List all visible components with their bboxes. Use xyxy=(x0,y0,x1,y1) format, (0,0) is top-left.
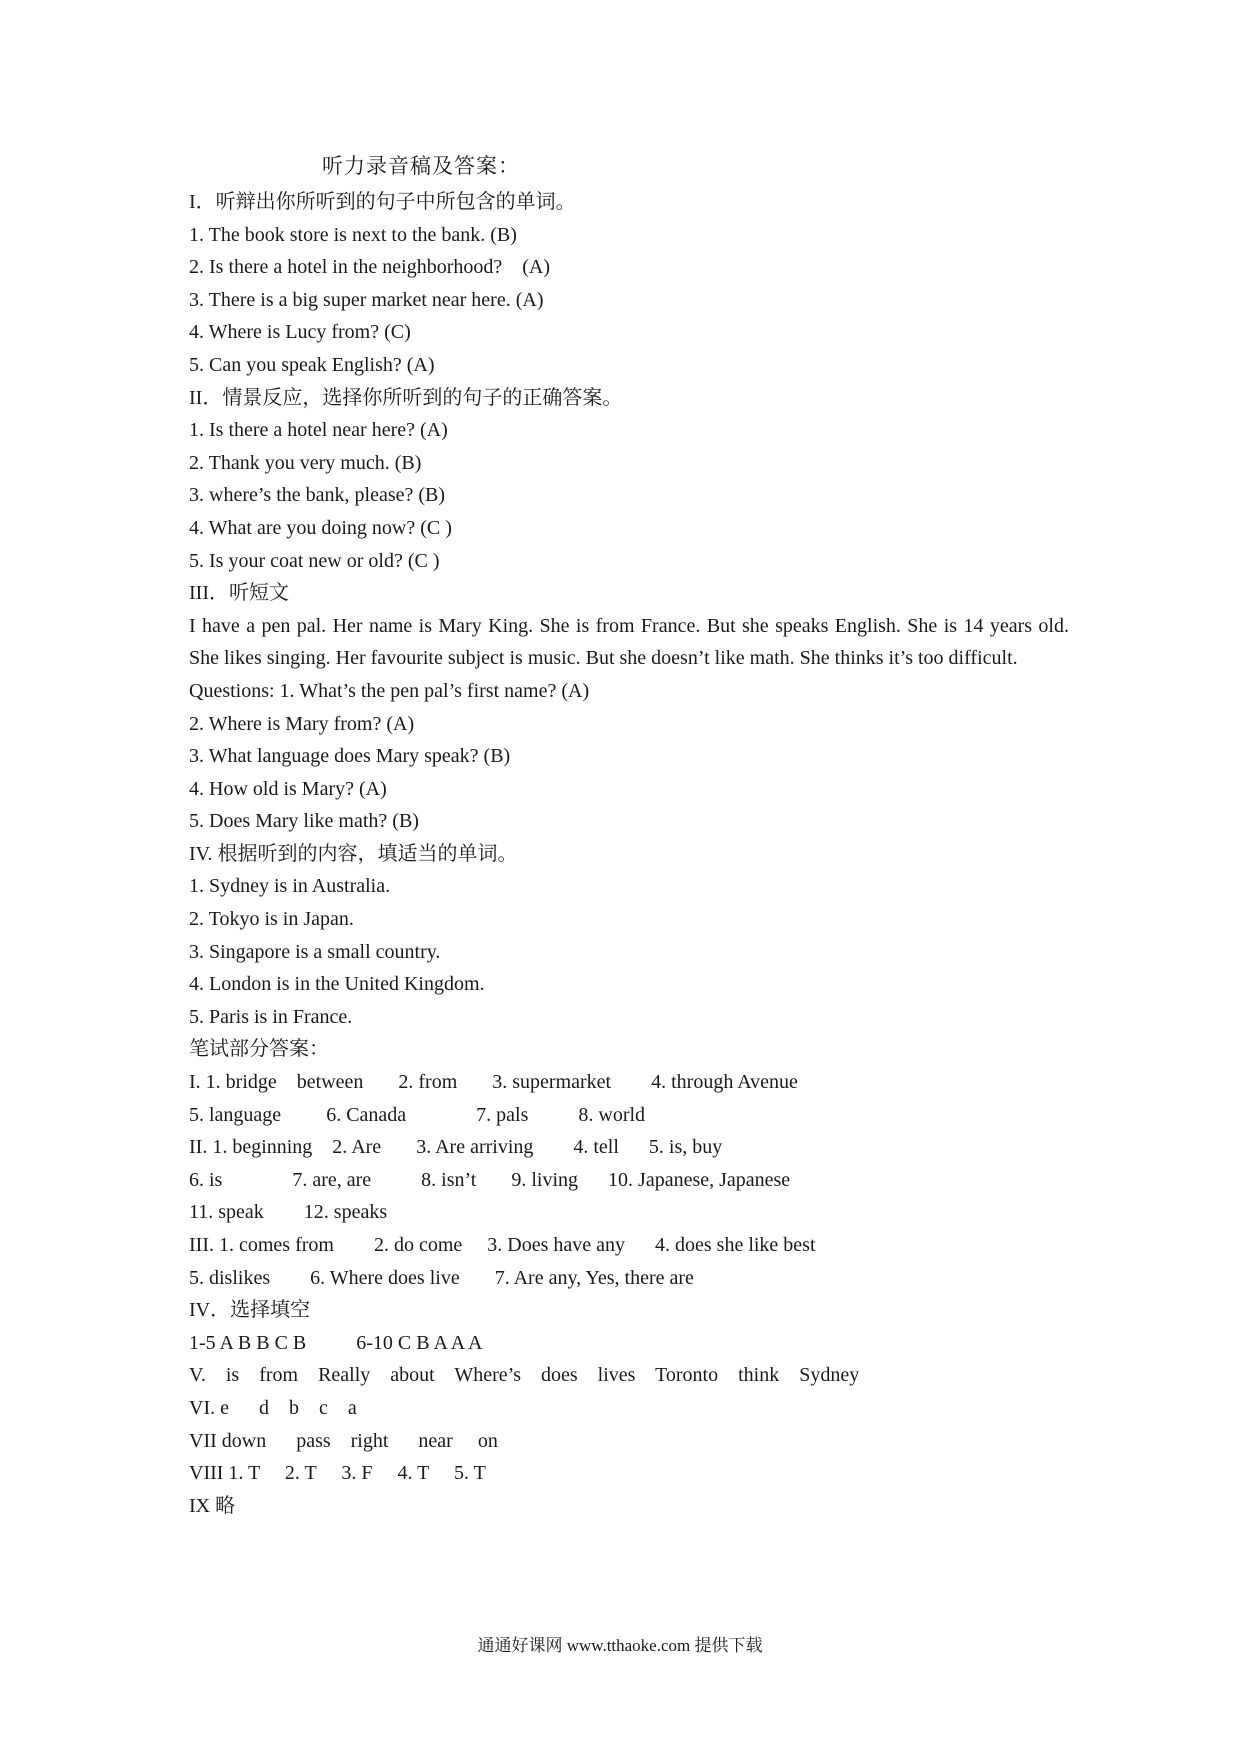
section-heading-1: I．听辩出你所听到的句子中所包含的单词。 xyxy=(189,191,576,213)
text-line: 2. Thank you very much. (B) xyxy=(189,451,422,474)
text-line: 2. Tokyo is in Japan. xyxy=(189,908,354,931)
text-line: 5. Can you speak English? (A) xyxy=(189,353,435,376)
answer-line: 5. language 6. Canada 7. pals 8. world xyxy=(189,1103,646,1126)
text-line: 3. Singapore is a small country. xyxy=(189,940,441,963)
answer-line: VIII 1. T 2. T 3. F 4. T 5. T xyxy=(189,1462,486,1485)
answer-line: VII down pass right near on xyxy=(189,1429,498,1452)
question-line: 2. Where is Mary from? (A) xyxy=(189,712,415,735)
text-line: 4. London is in the United Kingdom. xyxy=(189,973,485,996)
answer-line: 11. speak 12. speaks xyxy=(189,1201,388,1224)
page-footer: 通通好课网 www.tthaoke.com 提供下载 xyxy=(477,1636,763,1655)
answer-line: 5. dislikes 6. Where does live 7. Are any, Yes, there are xyxy=(189,1266,694,1289)
answer-line: IX 略 xyxy=(189,1494,236,1517)
text-line: 4. Where is Lucy from? (C) xyxy=(189,321,411,344)
question-line: 3. What language does Mary speak? (B) xyxy=(189,745,511,768)
text-line: 5. Paris is in France. xyxy=(189,1005,353,1028)
section-heading-3: III．听短文 xyxy=(189,582,289,605)
question-line: 5. Does Mary like math? (B) xyxy=(189,810,419,833)
answer-line: 1-5 A B B C B 6-10 C B A A A xyxy=(189,1331,483,1354)
text-line: 3. There is a big super market near here. (A) xyxy=(189,288,544,311)
answer-line: I. 1. bridge between 2. from 3. supermarket 4. through Avenue xyxy=(189,1071,798,1094)
answer-line: VI. e d b c a xyxy=(189,1396,357,1419)
section-heading-4: IV. 根据听到的内容，填适当的单词。 xyxy=(189,842,518,865)
page-title: 听力录音稿及答案： xyxy=(322,154,520,178)
question-line: Questions: 1. What’s the pen pal’s first name? (A) xyxy=(189,679,590,702)
text-line: 3. where’s the bank, please? (B) xyxy=(189,484,446,507)
text-line: 2. Is there a hotel in the neighborhood? (A) xyxy=(189,256,551,279)
section-heading-2: II．情景反应，选择你所听到的句子的正确答案。 xyxy=(189,386,623,409)
text-line: 1. Is there a hotel near here? (A) xyxy=(189,419,448,442)
answer-line: II. 1. beginning 2. Are 3. Are arriving 4. tell 5. is, buy xyxy=(189,1136,723,1159)
document-body xyxy=(189,186,1069,1522)
listening-passage: I have a pen pal. Her name is Mary King. She is from France. But she speaks English. She is 14 years old. She likes singing. Her favourite subject is music. But she doesn’t like math. She thinks it’s too difficult. xyxy=(189,614,1069,670)
text-line: 4. What are you doing now? (C ) xyxy=(189,516,452,539)
text-line: 1. Sydney is in Australia. xyxy=(189,875,391,898)
text-line: 5. Is your coat new or old? (C ) xyxy=(189,549,440,572)
written-answers-heading: 笔试部分答案： xyxy=(189,1038,329,1061)
answer-line: 6. is 7. are, are 8. isn’t 9. living 10. Japanese, Japanese xyxy=(189,1168,791,1191)
answer-line: IV．选择填空 xyxy=(189,1299,311,1322)
answer-line: V. is from Really about Where’s does lives Toronto think Sydney xyxy=(189,1364,860,1387)
text-line: 1. The book store is next to the bank. (B) xyxy=(189,223,517,246)
answer-line: III. 1. comes from 2. do come 3. Does have any 4. does she like best xyxy=(189,1234,816,1256)
question-line: 4. How old is Mary? (A) xyxy=(189,777,387,800)
